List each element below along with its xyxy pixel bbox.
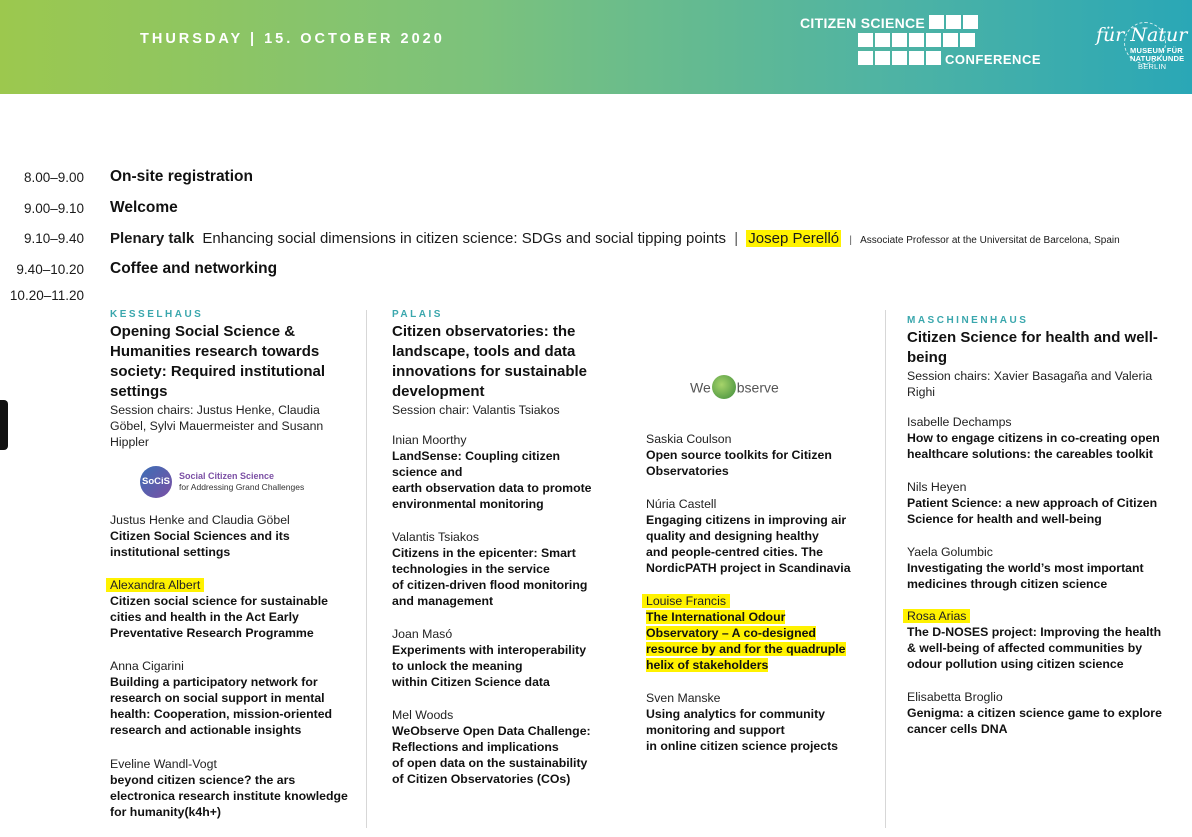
talk-item [646, 431, 906, 479]
talk-item [392, 626, 652, 690]
talk-speaker: Sven Manske [646, 691, 721, 705]
schedule-item-title: On-site registration [110, 168, 253, 185]
logo-square [875, 51, 890, 65]
museum-city: BERLIN [1138, 62, 1167, 71]
talk-speaker: Yaela Golumbic [907, 545, 993, 559]
session-palais [392, 309, 617, 418]
talk-speaker: Eveline Wandl-Vogt [110, 757, 217, 771]
talk-title: How to engage citizens in co-creating open healthcare solutions: the careables toolkit [907, 431, 1160, 461]
talk-speaker: Louise Francis [642, 594, 730, 608]
talk-item [110, 756, 370, 820]
speaker-affiliation: Associate Professor at the Universitat de Barcelona, Spain [860, 235, 1120, 246]
talk-item [903, 608, 1182, 672]
schedule-item-title: Coffee and networking [110, 260, 278, 277]
time-slot: 9.10–9.40 [23, 231, 84, 246]
talk-title: Patient Science: a new approach of Citizen Science for health and well-being [907, 496, 1158, 526]
time-slot: 9.40–10.20 [16, 262, 84, 277]
talk-speaker: Rosa Arias [903, 609, 970, 623]
separator: | [734, 230, 739, 247]
time-slot: 8.00–9.00 [23, 170, 84, 185]
logo-square [926, 51, 941, 65]
talk-item [907, 479, 1182, 527]
talk-speaker: Isabelle Dechamps [907, 415, 1012, 429]
logo-square [909, 33, 924, 47]
talk-title: Citizens in the epicenter: Smart technologies in the service of citizen-driven flood monitoring and management [392, 546, 588, 608]
plenary-speaker: Josep Perelló [748, 230, 840, 247]
session-chairs: Session chairs: Xavier Basagaña and Valeria Righi [907, 369, 1153, 399]
weobserve-logo [690, 377, 779, 407]
logo-square [858, 33, 873, 47]
talk-title: Using analytics for community monitoring and support in online citizen science projects [646, 707, 839, 753]
logo-square [960, 33, 975, 47]
talk-item [392, 707, 652, 787]
talk-item [110, 512, 370, 560]
session-chairs: Session chair: Valantis Tsiakos [392, 403, 560, 417]
header-banner [0, 0, 1192, 94]
venue-label: KESSELHAUS [110, 309, 204, 320]
session-kesselhaus [110, 309, 355, 450]
talk-title: LandSense: Coupling citizen science and earth observation data to promote environmental monitoring [392, 449, 592, 511]
session-chairs: Session chairs: Justus Henke, Claudia Göbel, Sylvi Mauermeister and Susann Hippler [110, 403, 324, 449]
globe-icon [712, 375, 736, 399]
time-slot: 10.20–11.20 [9, 288, 84, 303]
session-title: Citizen Science for health and well-being [907, 329, 1158, 366]
museum-logo [1096, 22, 1188, 72]
logo-square [875, 33, 890, 47]
talk-item [646, 690, 906, 754]
talk-title: Open source toolkits for Citizen Observatories [646, 448, 832, 478]
logo-square [892, 33, 907, 47]
talk-speaker: Nils Heyen [907, 480, 967, 494]
talk-speaker: Joan Masó [392, 627, 453, 641]
talk-item [907, 689, 1182, 737]
talk-speaker: Mel Woods [392, 708, 454, 722]
logo-square [963, 15, 978, 29]
talk-item [106, 577, 366, 641]
talk-speaker: Núria Castell [646, 497, 717, 511]
weobserve-logo-text-a: We [690, 379, 711, 396]
column-divider [366, 310, 367, 828]
talk-speaker: Elisabetta Broglio [907, 690, 1003, 704]
talk-title: Engaging citizens in improving air quality and designing healthy and people-centred cities. The NordicPATH project in Scandinavia [646, 513, 851, 575]
talk-speaker: Inian Moorthy [392, 433, 467, 447]
weobserve-logo-text-b: bserve [736, 379, 779, 396]
talk-title: The International Odour Observatory – A co-designed resource by and for the quadruple helix of stakeholders [646, 610, 846, 672]
logo-square [926, 33, 941, 47]
logo-title: CITIZEN SCIENCE [800, 15, 926, 31]
talk-title: Experiments with interoperability to unlock the meaning within Citizen Science data [392, 643, 587, 689]
talk-speaker: Valantis Tsiakos [392, 530, 480, 544]
venue-label: MASCHINENHAUS [907, 315, 1029, 326]
talk-speaker: Anna Cigarini [110, 659, 184, 673]
talk-title: Citizen Social Sciences and its institutional settings [110, 529, 290, 559]
museum-script: für Natur [1096, 24, 1188, 46]
schedule-item-title: Plenary talk [110, 230, 195, 247]
event-date: THURSDAY | 15. OCTOBER 2020 [140, 31, 445, 47]
talk-title: Genigma: a citizen science game to explore cancer cells DNA [907, 706, 1162, 736]
talk-title: beyond citizen science? the ars electronica research institute knowledge for humanity(k4h+) [110, 773, 348, 819]
logo-square [909, 51, 924, 65]
logo-square [943, 33, 958, 47]
talk-item [646, 496, 906, 576]
talk-item [907, 414, 1182, 462]
logo-square [946, 15, 961, 29]
talk-title: Building a participatory network for research on social support in mental health: Cooperation, mission-oriented research and actionable insights [110, 675, 333, 737]
talk-title: Investigating the world’s most important medicines through citizen science [907, 561, 1144, 591]
socis-badge-icon: SoCiS [140, 466, 172, 498]
talk-speaker: Alexandra Albert [106, 578, 204, 592]
logo-square [929, 15, 944, 29]
logo-square [892, 51, 907, 65]
talk-title: The D-NOSES project: Improving the health & well-being of affected communities by odour pollution using citizen science [907, 625, 1162, 671]
side-tab[interactable] [0, 400, 8, 450]
talk-title: WeObserve Open Data Challenge: Reflections and implications of open data on the sustainability of Citizen Observatories (COs) [392, 724, 591, 786]
talk-item [110, 658, 370, 738]
talk-item [642, 593, 902, 673]
session-title: Citizen observatories: the landscape, tools and data innovations for sustainable development [392, 323, 588, 400]
session-maschinenhaus [907, 315, 1169, 400]
talk-title: Citizen social science for sustainable cities and health in the Act Early Preventative Research Programme [110, 594, 329, 640]
plenary-row [110, 230, 1120, 247]
socis-logo-line1: Social Citizen Science [179, 471, 275, 481]
socis-logo [140, 466, 320, 496]
talk-speaker: Saskia Coulson [646, 432, 732, 446]
talk-item [907, 544, 1182, 592]
logo-subtitle: CONFERENCE [945, 52, 1042, 67]
schedule-item-title: Welcome [110, 199, 178, 216]
talk-item [392, 432, 652, 512]
venue-label: PALAIS [392, 309, 443, 320]
museum-name-line2: NATURKUNDE [1130, 54, 1185, 63]
socis-logo-line2: for Addressing Grand Challenges [179, 482, 305, 492]
session-title: Opening Social Science & Humanities research towards society: Required institutional settings [110, 323, 326, 400]
museum-name-line1: MUSEUM FÜR [1130, 46, 1183, 55]
time-slot: 9.00–9.10 [23, 201, 84, 216]
talk-speaker: Justus Henke and Claudia Göbel [110, 513, 290, 527]
plenary-subtitle: Enhancing social dimensions in citizen science: SDGs and social tipping points [202, 230, 727, 247]
talk-item [392, 529, 652, 609]
separator: | [849, 235, 852, 246]
logo-square [858, 51, 873, 65]
